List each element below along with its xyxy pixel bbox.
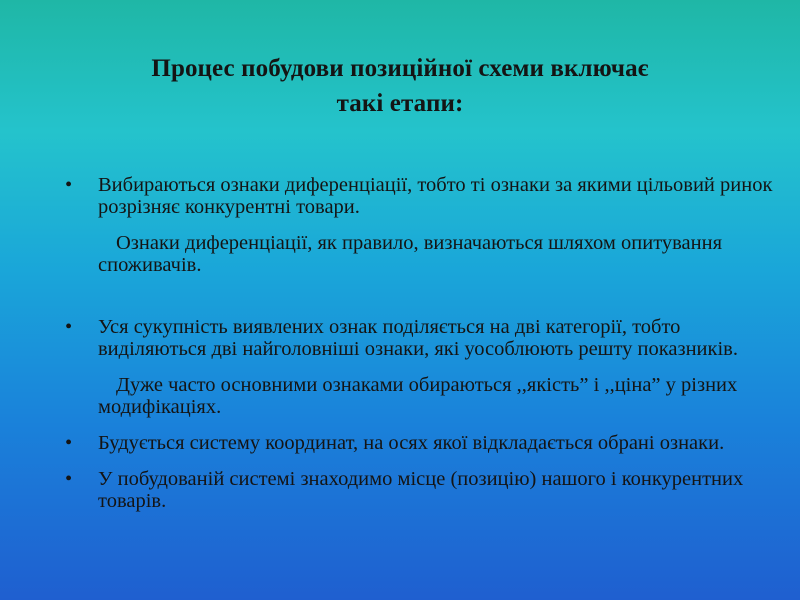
slide-content: [63, 174, 778, 512]
bullet-item-3: • Будується систему координат, на осях якої відкладається обрані ознаки.: [63, 432, 778, 454]
bullet-item-2: • Уся сукупність виявлених ознак поділяється на дві категорії, тобто виділяються дві найголовніші ознаки, які уособлюють решту показників.: [63, 316, 778, 360]
bullet-item-4: • У побудованій системі знаходимо місце (позицію) нашого і конкурентних товарів.: [63, 468, 778, 512]
slide-title: [40, 51, 760, 121]
slide-title-line-2: такі етапи:: [336, 90, 464, 117]
note-item-2: Дуже часто основними ознаками обираються ,,якість” і ,,ціна” у різних модифікаціях.: [98, 374, 738, 418]
slide-title-line-1: Процес побудови позиційної схеми включає: [151, 55, 649, 82]
note-item-1: Ознаки диференціації, як правило, визначаються шляхом опитування споживачів.: [98, 232, 723, 276]
bullet-item-1: • Вибираються ознаки диференціації, тобто ті ознаки за якими цільовий ринок розрізняє конкурентні товари.: [63, 174, 778, 218]
